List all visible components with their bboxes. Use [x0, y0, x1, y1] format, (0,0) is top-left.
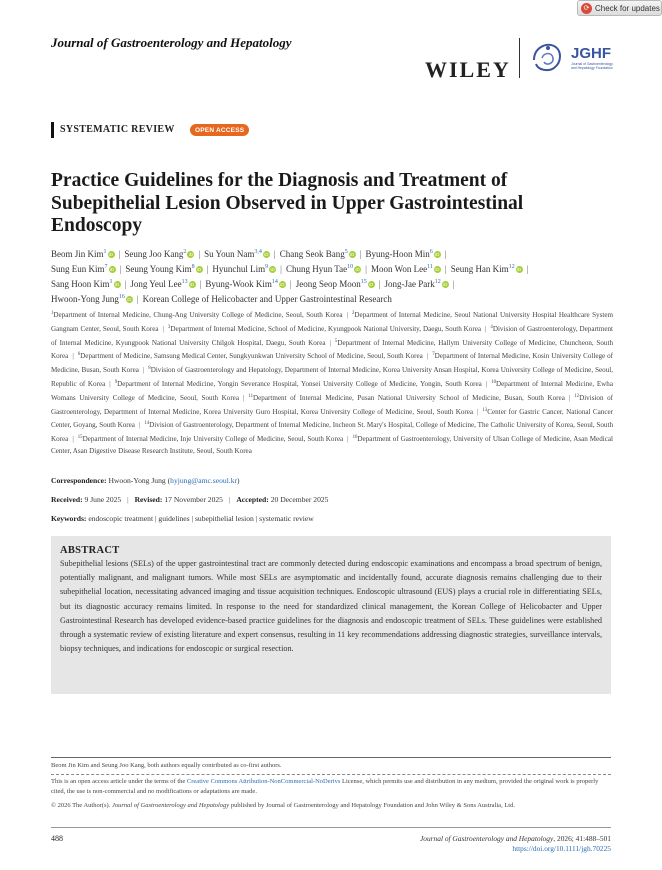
author-affiliation-sup: 14: [271, 279, 278, 285]
citation-details: , 2026; 41:488–501: [553, 834, 611, 843]
check-for-updates-button[interactable]: [577, 0, 662, 16]
affiliation-item: $^9$Department of Internal Medicine, Yongin Severance Hospital, Yonsei University College of Medicine, Yongin, South Korea: [114, 379, 482, 388]
correspondence-name: Hwoon-Yong Jung: [108, 476, 166, 485]
page-number: 488: [51, 834, 63, 843]
author-separator: |: [124, 279, 127, 289]
orcid-icon[interactable]: iD: [517, 267, 522, 272]
affiliation-item: $^2$Department of Internal Medicine, Seoul National University Hospital Healthcare System Gangnam Center, Seoul, South Korea: [51, 311, 613, 333]
orcid-icon[interactable]: iD: [188, 252, 193, 257]
correspondence: Correspondence: Hwoon-Yong Jung (hyjung@amc.seoul.kr): [51, 476, 240, 485]
author-name: Seung Joo Kang$^2$ iD: [124, 249, 193, 259]
affiliation-item: $^3$Department of Internal Medicine, School of Medicine, Kyungpook National University, Daegu, South Korea: [167, 324, 481, 333]
orcid-icon[interactable]: iD: [435, 252, 440, 257]
author-affiliation-sup: 1: [109, 279, 113, 285]
author-separator: |: [378, 279, 381, 289]
author-separator: |: [365, 264, 367, 274]
affiliation-item: $^1$Department of Internal Medicine, Chung-Ang University College of Medicine, Seoul, South Korea: [51, 311, 343, 319]
license-link[interactable]: Creative Commons Attribution-NonCommercial-NoDerivs: [186, 778, 341, 785]
affiliation-sup: 1: [51, 311, 54, 316]
author-separator: |: [526, 264, 529, 274]
affiliation-separator: |: [242, 393, 245, 402]
affiliation-sup: 8: [148, 366, 151, 372]
citation-journal: Journal of Gastroenterology and Hepatology: [420, 834, 554, 843]
article-dates: Received: 9 June 2025 | Revised: 17 November 2025 | Accepted: 20 December 2025: [51, 495, 329, 504]
author-name: Seung Young Kim$^8$ iD: [125, 264, 202, 274]
author-name: Jong Yeul Lee$^{13}$ iD: [130, 279, 195, 289]
author-name: Hwoon-Yong Jung$^{16}$ iD: [51, 294, 132, 304]
license-text-post: License, which permits use and distribution in any medium, provided the original work is properly cited, the use is non-commercial and no modifications or adaptations are made.: [51, 778, 599, 795]
author-name: Moon Won Lee$^{11}$ iD: [370, 264, 440, 274]
affiliation-item: $^{11}$Department of Internal Medicine, Pusan National University School of Medicine, Busan, South Korea: [248, 393, 565, 402]
affiliation-sup: 10: [491, 379, 497, 385]
author-name: Beom Jin Kim$^1$ iD: [51, 249, 114, 259]
citation: [420, 834, 611, 854]
publisher-logo: WILEY: [425, 57, 511, 82]
affiliation-item: $^{12}$Division of Gastroenterology, Department of Internal Medicine, Korea University Guro Hospital, Korea University College of Medicine, Seoul, South Korea: [51, 393, 613, 416]
author-separator: |: [444, 249, 447, 259]
refresh-icon: ⟳: [581, 3, 592, 14]
affiliation-sup: 7: [432, 352, 435, 358]
received-date: 9 June 2025: [84, 495, 122, 504]
footer-divider: [51, 827, 611, 828]
author-affiliation-sup: 13: [181, 279, 188, 285]
author-name: Seung Han Kim$^{12}$ iD: [450, 264, 522, 274]
group-author: Korean College of Helicobacter and Upper Gastrointestinal Research: [142, 294, 392, 304]
orcid-icon[interactable]: iD: [127, 297, 132, 302]
affiliation-separator: |: [477, 407, 479, 416]
footnote-dashed-divider: [51, 774, 611, 775]
orcid-icon[interactable]: iD: [369, 282, 374, 287]
keywords: [51, 514, 314, 523]
society-logo-text: JGHF: [571, 45, 612, 62]
author-separator: |: [444, 264, 447, 274]
orcid-icon[interactable]: iD: [264, 252, 269, 257]
revised-label: Revised:: [134, 495, 163, 504]
affiliation-separator: |: [568, 393, 571, 402]
correspondence-label: Correspondence:: [51, 476, 107, 485]
author-affiliation-sup: 12: [434, 279, 441, 285]
affiliation-separator: |: [72, 352, 74, 361]
author-separator: |: [289, 279, 292, 289]
author-affiliation-sup: 11: [427, 264, 433, 270]
author-name: Hyunchul Lim$^9$ iD: [212, 264, 275, 274]
author-list: [51, 246, 616, 306]
doi-link[interactable]: https://doi.org/10.1111/jgh.70225: [512, 844, 611, 853]
accepted-label: Accepted:: [236, 495, 269, 504]
orcid-icon[interactable]: iD: [189, 282, 195, 287]
affiliations: [51, 308, 613, 458]
affiliation-item: $^{13}$Center for Gastric Cancer, National Cancer Center, Goyang, South Korea: [51, 407, 613, 430]
author-affiliation-sup: 3,4: [254, 249, 262, 255]
affiliation-separator: |: [485, 324, 487, 333]
affiliation-item: $^{16}$Department of Gastroenterology, University of Ulsan College of Medicine, Asan Medical Center, Asan Digestive Disease Research Institute, Seoul, South Korea: [51, 435, 613, 455]
author-separator: |: [198, 249, 201, 259]
affiliation-sup: 13: [482, 407, 488, 413]
affiliation-sup: 12: [574, 393, 580, 399]
abstract-text: Subepithelial lesions (SELs) of the upper gastrointestinal tract are commonly detected during endoscopic examinations and encompass a broad spectrum of benign, potentially malignant, and malignant tumors. While most SELs are asymptomatic and incidentally found, accurate diagnosis remains challenging due to their subepithelial location, necessitating advanced imaging and tissue acquisition techniques. Endoscopic ultrasound (EUS) plays a crucial role in differentiating SELs, but its diagnostic accuracy remains limited. In response to the need for standardized clinical management, the Korean College of Helicobacter and Upper Gastrointestinal Research has developed evidence-based practice guidelines for the diagnosis and endoscopic treatment of SELs. These guidelines were established through a systematic review of existing literature and expert consensus, resulting in 11 key recommendations addressing diagnostic strategies, surveillance intervals, biopsy techniques, and indications for endoscopic or surgical resection.: [60, 559, 602, 654]
author-affiliation-sup: 8: [191, 264, 195, 270]
logo-divider: [519, 38, 520, 78]
affiliation-separator: |: [72, 435, 74, 444]
affiliation-sup: 9: [114, 379, 118, 385]
affiliation-separator: |: [426, 352, 429, 361]
affiliation-separator: |: [162, 324, 164, 333]
author-affiliation-sup: 2: [183, 249, 187, 255]
author-separator: |: [452, 279, 455, 289]
journal-name: Journal of Gastroenterology and Hepatology: [51, 35, 292, 50]
author-affiliation-sup: 6: [429, 249, 433, 255]
keyword-item: guidelines: [158, 514, 190, 523]
author-affiliation-sup: 9: [265, 264, 269, 270]
author-affiliation-sup: 15: [360, 279, 367, 285]
copyright-footnote: [51, 801, 611, 811]
copyright-pre: © 2026 The Author(s).: [51, 802, 112, 809]
affiliation-item: $^7$Department of Internal Medicine, Kosin University College of Medicine, Busan, South Korea: [51, 352, 614, 375]
orcid-icon[interactable]: iD: [355, 267, 360, 272]
article-type: SYSTEMATIC REVIEW: [60, 124, 175, 135]
author-separator: |: [118, 249, 121, 259]
affiliation-sup: 2: [352, 311, 355, 316]
footnote-divider: [51, 757, 611, 758]
orcid-icon[interactable]: iD: [108, 252, 114, 257]
accepted-date: 20 December 2025: [270, 495, 329, 504]
author-separator: |: [280, 264, 282, 274]
author-name: Jong-Jae Park$^{12}$ iD: [384, 279, 448, 289]
affiliation-item: $^{14}$Division of Gastroenterology, Department of Internal Medicine, Incheon St. Mary's Hospital, College of Medicine, The Catholic University of Korea, Seoul, South Korea: [51, 421, 613, 444]
orcid-icon[interactable]: iD: [270, 267, 275, 272]
affiliation-sup: 5: [334, 338, 338, 344]
license-text-pre: This is an open access article under the terms of the: [51, 778, 187, 785]
orcid-icon[interactable]: iD: [196, 267, 202, 272]
affiliation-separator: |: [346, 311, 349, 319]
author-separator: |: [273, 249, 276, 259]
author-affiliation-sup: 7: [104, 264, 108, 270]
section-marker: [51, 122, 54, 138]
article-title: Practice Guidelines for the Diagnosis and Treatment of Subepithelial Lesion Observed in Upper Gastrointestinal Endoscopy: [51, 170, 524, 236]
orcid-icon[interactable]: iD: [114, 282, 120, 287]
author-name: Sung Eun Kim$^7$ iD: [51, 264, 115, 274]
check-for-updates-label: Check for updates: [595, 3, 660, 13]
author-name: Byung-Hoon Min$^6$ iD: [365, 249, 440, 259]
affiliation-item: $^{10}$Department of Internal Medicine, Ewha Womans University College of Medicine, Seoul, South Korea: [51, 379, 613, 402]
affiliation-separator: |: [347, 435, 349, 444]
keyword-item: subepithelial lesion: [194, 514, 254, 523]
correspondence-email-link[interactable]: hyjung@amc.seoul.kr: [170, 476, 238, 485]
jghf-logo-mark: [528, 40, 568, 76]
keywords-list: endoscopic treatment | guidelines | subepithelial lesion | systematic review: [88, 514, 314, 523]
affiliation-separator: |: [142, 366, 145, 375]
affiliation-sup: 6: [77, 352, 81, 358]
affiliation-item: $^6$Department of Medicine, Samsung Medical Center, Sungkyunkwan University School of Medicine, Seoul, South Korea: [77, 352, 423, 361]
revised-date: 17 November 2025: [164, 495, 223, 504]
cofirst-footnote: Beom Jin Kim and Seung Joo Kang, both authors equally contributed as co-first authors.: [51, 762, 282, 769]
affiliation-separator: |: [109, 379, 111, 388]
affiliation-item: $^5$Department of Internal Medicine, Hallym University College of Medicine, Chuncheon, South Korea: [51, 338, 613, 361]
affiliation-item: $^8$Division of Gastroenterology and Hepatology, Department of Internal Medicine, Korea University Ansan Hospital, Korea University College of Medicine, Seoul, Republic of Korea: [51, 366, 613, 388]
author-name: Chang Seok Bang$^5$ iD: [279, 249, 355, 259]
affiliation-sup: 11: [248, 393, 254, 399]
author-name: Jeong Seop Moon$^{15}$ iD: [295, 279, 374, 289]
author-name: Sang Hoon Kim$^1$ iD: [51, 279, 120, 289]
orcid-icon[interactable]: iD: [435, 267, 440, 272]
author-separator: |: [206, 264, 209, 274]
author-separator: |: [359, 249, 362, 259]
abstract-heading: ABSTRACT: [60, 545, 120, 556]
keywords-label: Keywords:: [51, 514, 87, 523]
author-name: Su Youn Nam$^{3,4}$ iD: [204, 249, 269, 259]
orcid-icon[interactable]: iD: [109, 267, 115, 272]
orcid-icon[interactable]: iD: [350, 252, 355, 257]
license-footnote: [51, 777, 611, 797]
affiliation-item: $^{15}$Department of Internal Medicine, Inje University College of Medicine, Seoul, South Korea: [77, 435, 344, 444]
affiliation-separator: |: [329, 338, 331, 347]
author-separator: |: [199, 279, 202, 289]
open-access-badge: OPEN ACCESS: [190, 124, 249, 136]
author-affiliation-sup: 10: [347, 264, 354, 270]
keyword-item: systematic review: [259, 514, 314, 523]
affiliation-separator: |: [485, 379, 488, 388]
affiliation-sup: 3: [167, 324, 171, 330]
author-separator: |: [136, 294, 139, 304]
author-name: Chung Hyun Tae$^{10}$ iD: [285, 264, 360, 274]
copyright-journal: Journal of Gastroenterology and Hepatology: [111, 802, 230, 809]
author-affiliation-sup: 1: [103, 249, 107, 255]
author-affiliation-sup: 12: [508, 264, 515, 270]
received-label: Received:: [51, 495, 83, 504]
society-full-name: Journal of Gastroenterology and Hepatology Foundation: [571, 62, 613, 71]
author-affiliation-sup: 5: [344, 249, 348, 255]
author-name: Byung-Wook Kim$^{14}$ iD: [205, 279, 285, 289]
author-separator: |: [119, 264, 122, 274]
affiliation-item: $^4$Division of Gastroenterology, Department of Internal Medicine, Kyungpook National University Chilgok Hospital, Daegu, South Korea: [51, 324, 613, 347]
affiliation-separator: |: [138, 421, 141, 430]
orcid-icon[interactable]: iD: [280, 282, 285, 287]
affiliation-sup: 16: [352, 435, 358, 441]
copyright-post: published by Journal of Gastroenterology and Hepatology Foundation and John Wiley & Sons Australia, Ltd.: [229, 802, 515, 809]
author-affiliation-sup: 16: [118, 294, 125, 300]
abstract-box: [51, 536, 611, 694]
affiliation-sup: 4: [490, 324, 493, 330]
affiliation-sup: 15: [77, 435, 83, 441]
orcid-icon[interactable]: iD: [443, 282, 448, 287]
affiliation-sup: 14: [144, 421, 150, 427]
keyword-item: endoscopic treatment: [88, 514, 154, 523]
